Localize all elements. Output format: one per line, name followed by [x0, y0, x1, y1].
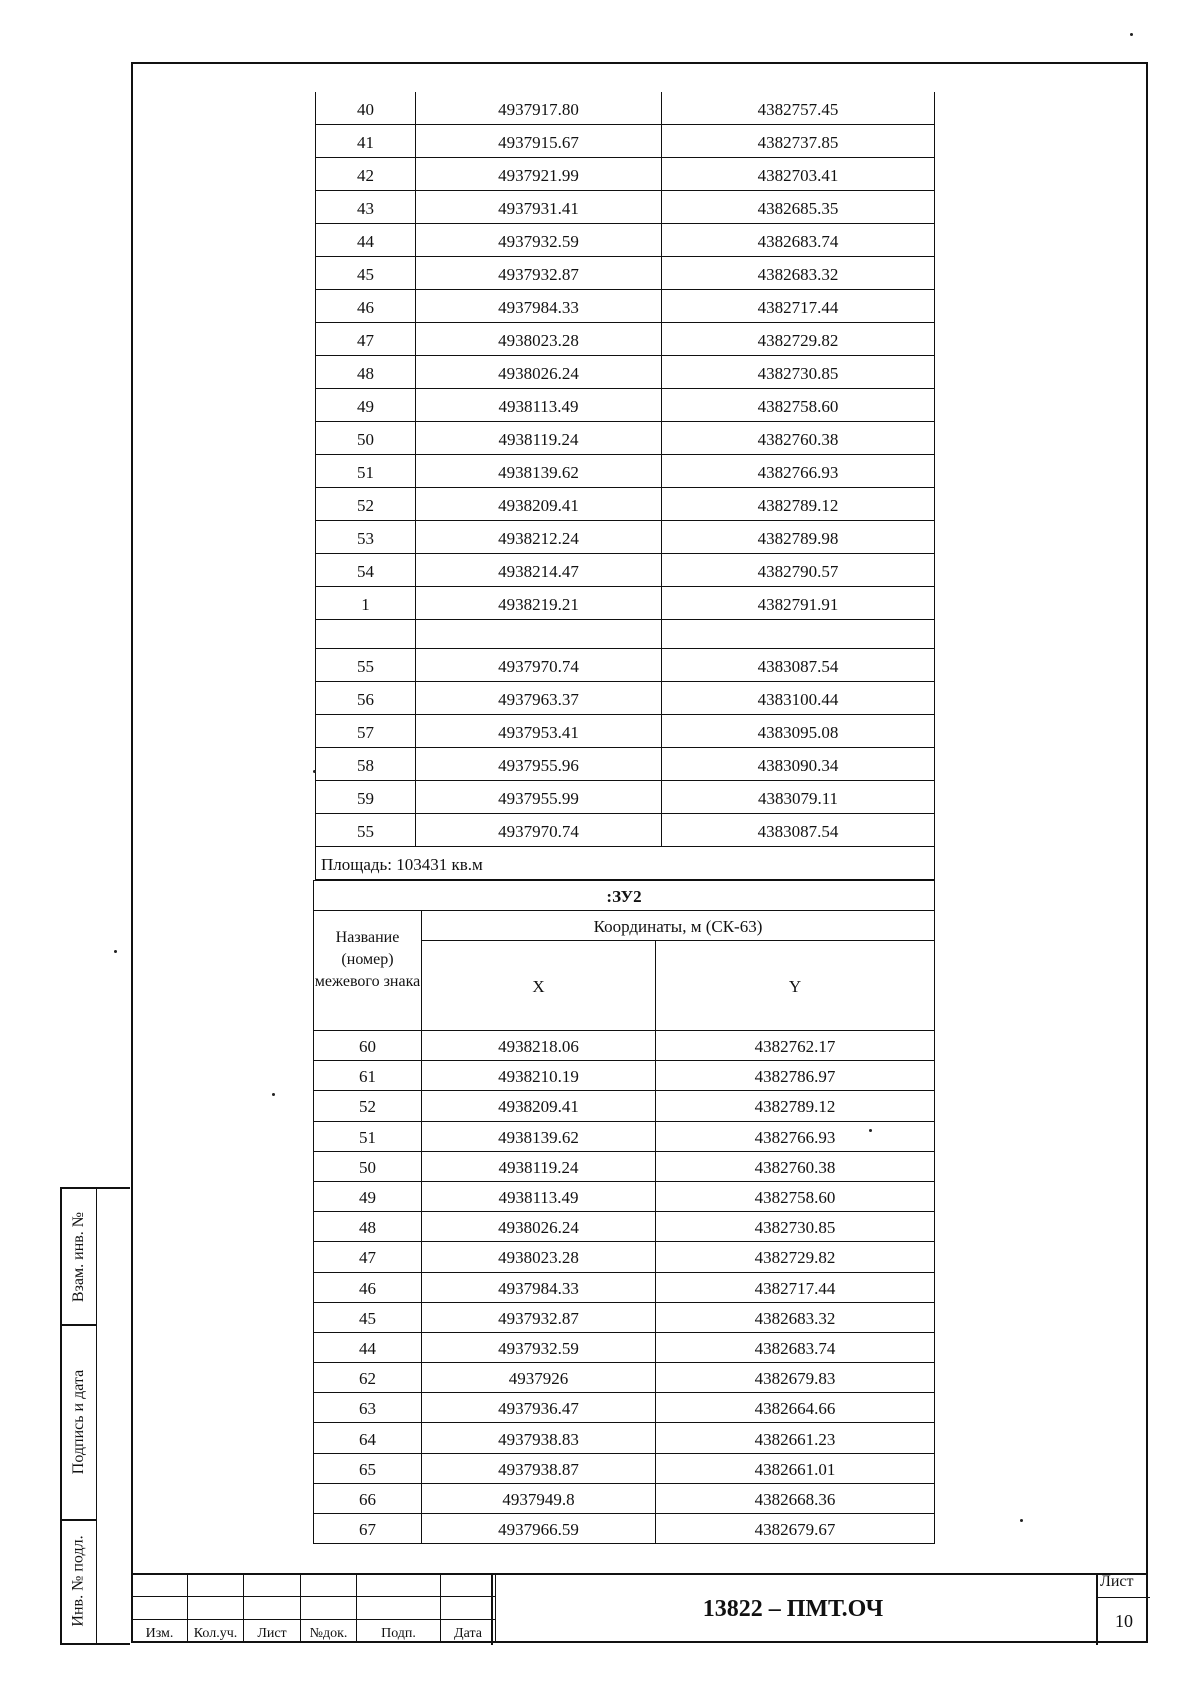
podpis-cell	[62, 1324, 96, 1521]
y-coordinate-cell: 4382668.36	[656, 1483, 935, 1513]
table-row	[316, 649, 935, 682]
x-coordinate-cell: 4938119.24	[416, 422, 662, 455]
y-coordinate-cell: 4382729.82	[662, 323, 935, 356]
point-name-cell: 48	[316, 356, 416, 389]
sheet-label: Лист	[1098, 1573, 1150, 1598]
point-name-cell: 49	[314, 1181, 422, 1211]
table-row	[314, 1151, 935, 1181]
table-row	[314, 1212, 935, 1242]
vzam-inv-label: Взам. инв. №	[70, 1211, 88, 1302]
table-row	[316, 92, 935, 125]
table-row	[316, 554, 935, 587]
point-name-cell: 46	[314, 1272, 422, 1302]
point-name-cell: 52	[314, 1091, 422, 1121]
x-coordinate-cell: 4937984.33	[416, 290, 662, 323]
x-coordinate-cell: 4937953.41	[416, 715, 662, 748]
y-coordinate-cell: 4382717.44	[656, 1272, 935, 1302]
y-coordinate-cell: 4382661.01	[656, 1453, 935, 1483]
y-coordinate-cell: 4382730.85	[662, 356, 935, 389]
table-row	[316, 587, 935, 620]
y-coordinate-cell: 4382730.85	[656, 1212, 935, 1242]
area-total: Площадь: 103431 кв.м	[316, 847, 935, 880]
point-name-cell: 52	[316, 488, 416, 521]
table-row	[314, 1453, 935, 1483]
point-name-cell: 51	[316, 455, 416, 488]
point-name-cell: 50	[314, 1151, 422, 1181]
inv-podl-label: Инв. № подл.	[70, 1535, 88, 1627]
table-row	[316, 781, 935, 814]
point-name-cell: 44	[316, 224, 416, 257]
y-coordinate-cell: 4382789.12	[662, 488, 935, 521]
table-row	[314, 1061, 935, 1091]
table-row	[316, 224, 935, 257]
x-coordinate-cell: 4938210.19	[422, 1061, 656, 1091]
title-block	[131, 1573, 1148, 1645]
x-coordinate-cell	[416, 620, 662, 649]
x-coordinate-cell: 4938023.28	[422, 1242, 656, 1272]
point-name-cell: 1	[316, 587, 416, 620]
x-coordinate-cell: 4937970.74	[416, 814, 662, 847]
table-row	[314, 1332, 935, 1362]
y-coordinate-cell: 4382789.98	[662, 521, 935, 554]
stamp-column-label: №док.	[301, 1620, 357, 1643]
y-coordinate-cell: 4382703.41	[662, 158, 935, 191]
x-coordinate-cell: 4937949.8	[422, 1483, 656, 1513]
stamp-column-label: Подп.	[357, 1620, 441, 1643]
table-row	[316, 488, 935, 521]
point-name-cell: 63	[314, 1393, 422, 1423]
y-coordinate-cell: 4382758.60	[656, 1181, 935, 1211]
x-coordinate-cell: 4937984.33	[422, 1272, 656, 1302]
x-coordinate-cell: 4937955.99	[416, 781, 662, 814]
point-name-cell: 54	[316, 554, 416, 587]
point-name-cell: 49	[316, 389, 416, 422]
x-coordinate-cell: 4937917.80	[416, 92, 662, 125]
x-column-header: X	[422, 941, 656, 1031]
y-column-header: Y	[656, 941, 935, 1031]
y-coordinate-cell: 4383079.11	[662, 781, 935, 814]
vzam-inv-cell	[62, 1189, 96, 1326]
point-name-cell: 46	[316, 290, 416, 323]
point-name-cell: 43	[316, 191, 416, 224]
name-column-header: Название (номер) межевого знака	[314, 911, 422, 1031]
table-title: :ЗУ2	[314, 881, 935, 911]
point-name-cell: 58	[316, 748, 416, 781]
y-coordinate-cell: 4382685.35	[662, 191, 935, 224]
point-name-cell: 42	[316, 158, 416, 191]
table-row	[316, 455, 935, 488]
table-row	[316, 191, 935, 224]
y-coordinate-cell: 4382737.85	[662, 125, 935, 158]
table-row	[316, 422, 935, 455]
point-name-cell: 57	[316, 715, 416, 748]
point-name-cell: 67	[314, 1514, 422, 1544]
point-name-cell: 45	[314, 1302, 422, 1332]
coordinates-table-zu2	[313, 880, 935, 1544]
point-name-cell	[316, 620, 416, 649]
y-coordinate-cell: 4382679.67	[656, 1514, 935, 1544]
y-coordinate-cell: 4383090.34	[662, 748, 935, 781]
point-name-cell: 41	[316, 125, 416, 158]
x-coordinate-cell: 4938026.24	[422, 1212, 656, 1242]
x-coordinate-cell: 4937932.59	[422, 1332, 656, 1362]
x-coordinate-cell: 4937915.67	[416, 125, 662, 158]
stamp-column-label: Лист	[244, 1620, 301, 1643]
table-row	[316, 257, 935, 290]
podpis-label: Подпись и дата	[70, 1369, 87, 1474]
point-name-cell: 45	[316, 257, 416, 290]
point-name-cell: 48	[314, 1212, 422, 1242]
point-name-cell: 59	[316, 781, 416, 814]
y-coordinate-cell: 4383100.44	[662, 682, 935, 715]
point-name-cell: 56	[316, 682, 416, 715]
point-name-cell: 62	[314, 1363, 422, 1393]
y-coordinate-cell: 4382790.57	[662, 554, 935, 587]
y-coordinate-cell: 4382760.38	[662, 422, 935, 455]
point-name-cell: 47	[314, 1242, 422, 1272]
x-coordinate-cell: 4937955.96	[416, 748, 662, 781]
y-coordinate-cell: 4382683.32	[662, 257, 935, 290]
y-coordinate-cell: 4382786.97	[656, 1061, 935, 1091]
table-row	[314, 1393, 935, 1423]
table-row	[314, 1272, 935, 1302]
stamp-column-label: Кол.уч.	[188, 1620, 244, 1643]
table-row	[314, 1091, 935, 1121]
table-row	[316, 323, 935, 356]
y-coordinate-cell: 4382661.23	[656, 1423, 935, 1453]
stamp-column-label: Изм.	[132, 1620, 188, 1643]
x-coordinate-cell: 4937966.59	[422, 1514, 656, 1544]
y-coordinate-cell: 4383087.54	[662, 814, 935, 847]
y-coordinate-cell: 4382766.93	[662, 455, 935, 488]
y-coordinate-cell: 4382766.93	[656, 1121, 935, 1151]
x-coordinate-cell: 4937936.47	[422, 1393, 656, 1423]
x-coordinate-cell: 4937938.87	[422, 1453, 656, 1483]
table-row	[316, 620, 935, 649]
x-coordinate-cell: 4937932.87	[416, 257, 662, 290]
point-name-cell: 47	[316, 323, 416, 356]
x-coordinate-cell: 4937926	[422, 1363, 656, 1393]
x-coordinate-cell: 4938139.62	[416, 455, 662, 488]
y-coordinate-cell: 4382729.82	[656, 1242, 935, 1272]
point-name-cell: 60	[314, 1031, 422, 1061]
table-row	[314, 1363, 935, 1393]
point-name-cell: 50	[316, 422, 416, 455]
table-row	[314, 1181, 935, 1211]
table-row	[314, 1031, 935, 1061]
sheet-number: 10	[1115, 1610, 1133, 1631]
table-row	[316, 748, 935, 781]
x-coordinate-cell: 4937931.41	[416, 191, 662, 224]
x-coordinate-cell: 4937963.37	[416, 682, 662, 715]
point-name-cell: 40	[316, 92, 416, 125]
x-coordinate-cell: 4937938.83	[422, 1423, 656, 1453]
point-name-cell: 66	[314, 1483, 422, 1513]
x-coordinate-cell: 4938026.24	[416, 356, 662, 389]
table-row	[314, 1423, 935, 1453]
y-coordinate-cell: 4382760.38	[656, 1151, 935, 1181]
point-name-cell: 44	[314, 1332, 422, 1362]
y-coordinate-cell: 4382664.66	[656, 1393, 935, 1423]
coordinates-table-continued	[315, 92, 935, 880]
x-coordinate-cell: 4937970.74	[416, 649, 662, 682]
table-row	[316, 356, 935, 389]
y-coordinate-cell: 4382757.45	[662, 92, 935, 125]
x-coordinate-cell: 4937932.59	[416, 224, 662, 257]
document-code: 13822 – ПМТ.ОЧ	[491, 1573, 1093, 1645]
stamp-column-label: Дата	[441, 1620, 496, 1643]
table-row	[316, 682, 935, 715]
table-row	[316, 715, 935, 748]
y-coordinate-cell: 4383095.08	[662, 715, 935, 748]
table-row	[316, 389, 935, 422]
x-coordinate-cell: 4938023.28	[416, 323, 662, 356]
x-coordinate-cell: 4937932.87	[422, 1302, 656, 1332]
y-coordinate-cell	[662, 620, 935, 649]
y-coordinate-cell: 4382679.83	[656, 1363, 935, 1393]
sheet-box	[1096, 1573, 1150, 1645]
point-name-cell: 53	[316, 521, 416, 554]
inv-podl-cell	[62, 1519, 96, 1643]
point-name-cell: 51	[314, 1121, 422, 1151]
binding-strip	[60, 1187, 130, 1645]
table-row	[314, 1242, 935, 1272]
table-row	[316, 290, 935, 323]
x-coordinate-cell: 4938139.62	[422, 1121, 656, 1151]
x-coordinate-cell: 4938218.06	[422, 1031, 656, 1061]
table-row	[314, 1514, 935, 1544]
y-coordinate-cell: 4382789.12	[656, 1091, 935, 1121]
point-name-cell: 61	[314, 1061, 422, 1091]
revision-grid	[131, 1573, 496, 1643]
point-name-cell: 64	[314, 1423, 422, 1453]
table-row	[316, 158, 935, 191]
y-coordinate-cell: 4382717.44	[662, 290, 935, 323]
y-coordinate-cell: 4382791.91	[662, 587, 935, 620]
y-coordinate-cell: 4382683.74	[656, 1332, 935, 1362]
y-coordinate-cell: 4382683.74	[662, 224, 935, 257]
point-name-cell: 55	[316, 649, 416, 682]
x-coordinate-cell: 4938212.24	[416, 521, 662, 554]
coordinates-header: Координаты, м (СК-63)	[422, 911, 935, 941]
table-row	[314, 1302, 935, 1332]
x-coordinate-cell: 4938209.41	[416, 488, 662, 521]
x-coordinate-cell: 4938219.21	[416, 587, 662, 620]
x-coordinate-cell: 4938119.24	[422, 1151, 656, 1181]
y-coordinate-cell: 4383087.54	[662, 649, 935, 682]
y-coordinate-cell: 4382683.32	[656, 1302, 935, 1332]
table-row	[314, 1121, 935, 1151]
x-coordinate-cell: 4937921.99	[416, 158, 662, 191]
table-row	[314, 1483, 935, 1513]
table-row	[316, 125, 935, 158]
x-coordinate-cell: 4938209.41	[422, 1091, 656, 1121]
x-coordinate-cell: 4938214.47	[416, 554, 662, 587]
table-row	[316, 814, 935, 847]
x-coordinate-cell: 4938113.49	[422, 1181, 656, 1211]
y-coordinate-cell: 4382758.60	[662, 389, 935, 422]
x-coordinate-cell: 4938113.49	[416, 389, 662, 422]
point-name-cell: 65	[314, 1453, 422, 1483]
table-row	[316, 521, 935, 554]
y-coordinate-cell: 4382762.17	[656, 1031, 935, 1061]
point-name-cell: 55	[316, 814, 416, 847]
